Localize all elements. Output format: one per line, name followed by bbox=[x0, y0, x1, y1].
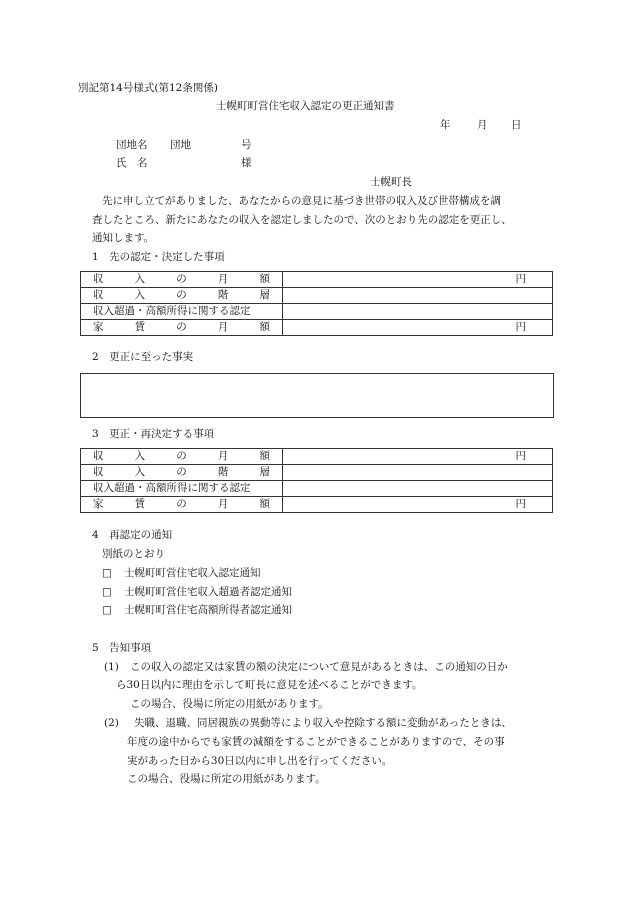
table-row bbox=[81, 497, 553, 513]
table-row bbox=[81, 304, 553, 320]
value-cell: 円 bbox=[283, 497, 553, 513]
item-1-line-3: この場合、役場に所定の用紙があります。 bbox=[130, 698, 329, 710]
section-1-table bbox=[80, 271, 553, 336]
section-3-heading: 3 更正・再決定する事項 bbox=[92, 428, 215, 440]
row-label: 収 入 の 月 額 bbox=[81, 272, 283, 288]
value-cell bbox=[283, 481, 553, 497]
sender: 士幌町長 bbox=[370, 176, 412, 188]
item-2-line-4: この場合、役場に所定の用紙があります。 bbox=[127, 773, 326, 785]
section-1-heading: 1 先の認定・決定した事項 bbox=[92, 251, 225, 263]
row-label: 収入超過・高額所得に関する認定 bbox=[81, 304, 283, 320]
value-cell bbox=[283, 465, 553, 481]
room-number-label: 号 bbox=[241, 139, 252, 151]
option-1: □ 士幌町町営住宅収入認定通知 bbox=[102, 567, 261, 579]
item-1-line-1: この収入の認定又は家賃の額の決定について意見があるときは、この通知の日か bbox=[130, 661, 508, 673]
value-cell: 円 bbox=[283, 272, 553, 288]
row-label: 家 賃 の 月 額 bbox=[81, 497, 283, 513]
row-label: 収 入 の 階 層 bbox=[81, 465, 283, 481]
checkbox-icon[interactable]: □ bbox=[102, 586, 112, 598]
date-day: 日 bbox=[511, 119, 522, 131]
value-cell: 円 bbox=[283, 449, 553, 465]
form-number: 別記第14号様式(第12条関係) bbox=[78, 82, 218, 94]
table-row bbox=[81, 272, 553, 288]
row-label: 収入超過・高額所得に関する認定 bbox=[81, 481, 283, 497]
section-5-heading: 5 告知事項 bbox=[92, 642, 152, 654]
body-line-3: 通知します。 bbox=[92, 232, 155, 244]
option-3: □ 士幌町町営住宅高額所得者認定通知 bbox=[102, 604, 292, 616]
item-2-line-3: 実があった日から30日以内に申し出を行ってください。 bbox=[127, 755, 393, 767]
item-1-line-2: ら30日以内に理由を示して町長に意見を述べることができます。 bbox=[116, 679, 423, 691]
checkbox-icon[interactable]: □ bbox=[102, 604, 112, 616]
section-4-sub: 別紙のとおり bbox=[102, 548, 165, 560]
item-1-number: (1) bbox=[104, 661, 119, 673]
honorific: 様 bbox=[241, 157, 252, 169]
correction-facts-box bbox=[80, 373, 554, 418]
table-row bbox=[81, 465, 553, 481]
value-cell bbox=[283, 288, 553, 304]
table-row bbox=[81, 481, 553, 497]
table-row bbox=[81, 288, 553, 304]
body-line-1: 先に申し立てがありました、あなたからの意見に基づき世帯の収入及び世帯構成を調 bbox=[102, 195, 501, 207]
item-2-line-2: 年度の途中からでも家賃の減額をすることができることがありますので、その事 bbox=[127, 736, 505, 748]
row-label: 収 入 の 階 層 bbox=[81, 288, 283, 304]
value-cell bbox=[283, 304, 553, 320]
name-label: 氏 名 bbox=[116, 157, 148, 169]
option-2: □ 士幌町町営住宅収入超過者認定通知 bbox=[102, 586, 292, 598]
section-2-heading: 2 更正に至った事実 bbox=[92, 351, 194, 363]
body-line-2: 査したところ、新たにあなたの収入を認定しましたので、次のとおり先の認定を更正し、 bbox=[92, 214, 512, 226]
item-2-line-1: 失職、退職、同居親族の異動等により収入や控除する額に変動があったときは、 bbox=[134, 717, 512, 729]
document-title: 士幌町町営住宅収入認定の更正通知書 bbox=[216, 100, 395, 112]
date-month: 月 bbox=[477, 119, 488, 131]
item-2-number: (2) bbox=[104, 717, 119, 729]
row-label: 家 賃 の 月 額 bbox=[81, 320, 283, 336]
table-row bbox=[81, 449, 553, 465]
table-row bbox=[81, 320, 553, 336]
danchi-label: 団地名 bbox=[116, 139, 148, 151]
danchi-name: 団地 bbox=[170, 139, 191, 151]
section-3-table bbox=[80, 448, 553, 513]
row-label: 収 入 の 月 額 bbox=[81, 449, 283, 465]
checkbox-icon[interactable]: □ bbox=[102, 567, 112, 579]
section-4-heading: 4 再認定の通知 bbox=[92, 529, 173, 541]
value-cell: 円 bbox=[283, 320, 553, 336]
date-year: 年 bbox=[440, 119, 451, 131]
